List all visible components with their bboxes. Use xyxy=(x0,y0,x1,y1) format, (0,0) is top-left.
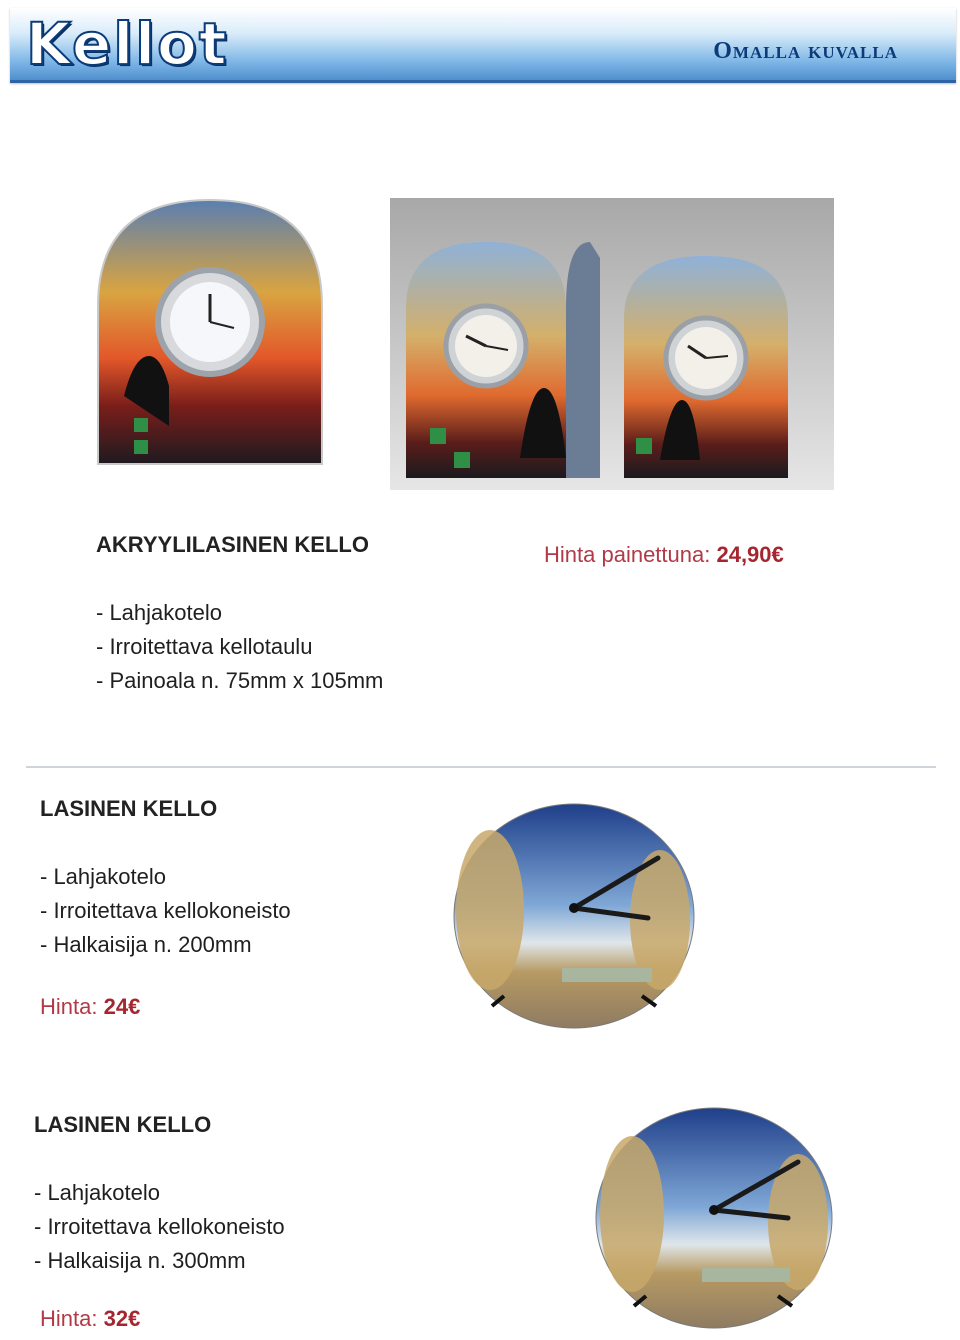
product-1-price-value: 24,90€ xyxy=(716,542,784,567)
banner-title: Kellot xyxy=(26,10,229,78)
product-3-price xyxy=(40,1306,140,1332)
product-3-price-label: Hinta: xyxy=(40,1306,98,1331)
acrylic-clocks-photo-pair xyxy=(390,198,834,490)
glass-clock-300-photo xyxy=(592,1104,838,1336)
header-banner xyxy=(10,8,956,83)
product-1-price xyxy=(544,542,784,568)
feature-item: - Lahjakotelo xyxy=(96,600,222,625)
product-1-title: AKRYYLILASINEN KELLO xyxy=(96,532,369,557)
product-2-title: LASINEN KELLO xyxy=(40,796,218,821)
feature-item: - Irroitettava kellokoneisto xyxy=(34,1214,285,1239)
section-divider xyxy=(26,766,936,768)
feature-item: - Halkaisija n. 200mm xyxy=(40,932,252,957)
product-1-price-label: Hinta painettuna: xyxy=(544,542,711,567)
product-1-features xyxy=(96,596,383,698)
feature-item: - Lahjakotelo xyxy=(40,864,166,889)
product-3-features xyxy=(34,1176,285,1278)
feature-item: - Irroitettava kellotaulu xyxy=(96,634,313,659)
glass-clock-200-photo xyxy=(450,800,700,1040)
banner-subtitle: Omalla kuvalla xyxy=(713,38,898,64)
product-2-price-label: Hinta: xyxy=(40,994,98,1019)
feature-item: - Lahjakotelo xyxy=(34,1180,160,1205)
feature-item: - Irroitettava kellokoneisto xyxy=(40,898,291,923)
product-2-price xyxy=(40,994,140,1020)
feature-item: - Painoala n. 75mm x 105mm xyxy=(96,668,384,693)
product-2-features xyxy=(40,860,291,962)
feature-item: - Halkaisija n. 300mm xyxy=(34,1248,246,1273)
product-3-title: LASINEN KELLO xyxy=(34,1112,212,1137)
product-2-price-value: 24€ xyxy=(103,994,141,1019)
product-3-price-value: 32€ xyxy=(103,1306,141,1331)
acrylic-clock-photo-single xyxy=(94,196,326,468)
